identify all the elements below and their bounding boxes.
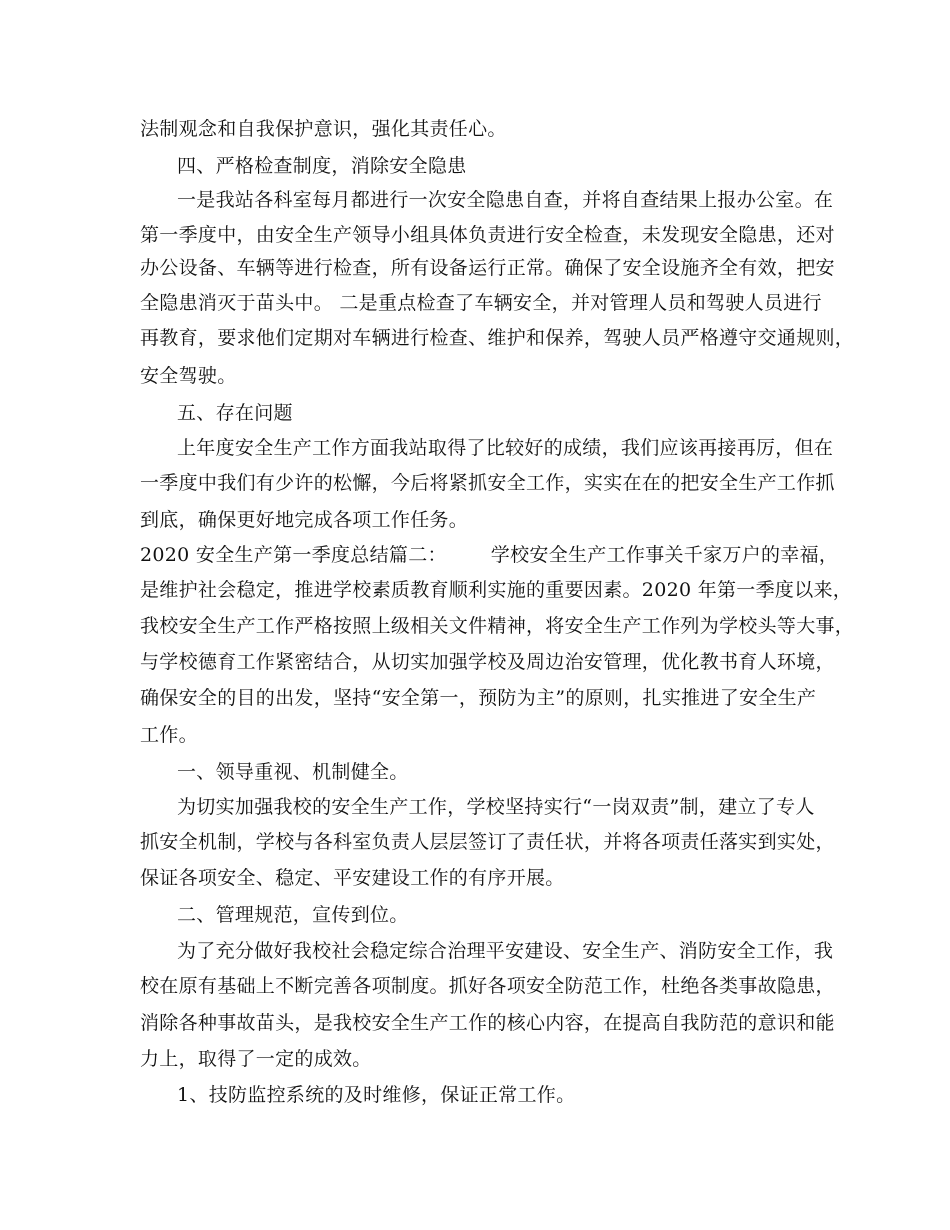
list-item: 1、技防监控系统的及时维修，保证正常工作。: [177, 1084, 576, 1106]
paragraph-line: 我校安全生产工作严格按照上级相关文件精神，将安全生产工作列为学校头等大事，: [140, 615, 855, 637]
paragraph-line: 是维护社会稳定，推进学校素质教育顺利实施的重要因素。2020 年第一季度以来，: [140, 579, 853, 601]
paragraph-line: 第一季度中，由安全生产领导小组具体负责进行安全检查，未发现安全隐患，还对: [140, 224, 835, 246]
paragraph-line: 保证各项安全、稳定、平安建设工作的有序开展。: [140, 867, 565, 889]
paragraph-line: 确保安全的目的出发，坚持“安全第一，预防为主”的原则，扎实推进了安全生产: [140, 687, 817, 709]
paragraph-line: 为了充分做好我校社会稳定综合治理平安建设、安全生产、消防安全工作，我: [177, 940, 834, 962]
paragraph-line: 一是我站各科室每月都进行一次安全隐患自查，并将自查结果上报办公室。在: [177, 189, 834, 211]
paragraph-line: 上年度安全生产工作方面我站取得了比较好的成绩，我们应该再接再厉，但在: [177, 437, 834, 459]
section-heading: 四、严格检查制度，消除安全隐患: [177, 155, 467, 177]
paragraph-line: 安全驾驶。: [140, 365, 237, 387]
article-title: 2020 安全生产第一季度总结篇二：: [140, 544, 447, 566]
paragraph-lead: 学校安全生产工作事关千家万户的幸福，: [490, 544, 839, 566]
paragraph-line: 法制观念和自我保护意识，强化其责任心。: [140, 118, 507, 140]
paragraph-line: 办公设备、车辆等进行检查，所有设备运行正常。确保了安全设施齐全有效，把安: [140, 257, 835, 279]
section-heading: 二、管理规范，宣传到位。: [177, 904, 409, 926]
paragraph-line: 再教育，要求他们定期对车辆进行检查、维护和保养，驾驶人员严格遵守交通规则，: [140, 327, 855, 349]
paragraph-line: 校在原有基础上不断完善各项制度。抓好各项安全防范工作，杜绝各类事故隐患，: [140, 975, 835, 997]
paragraph-line: 到底，确保更好地完成各项工作任务。: [140, 509, 469, 531]
paragraph-line: 消除各种事故苗头，是我校安全生产工作的核心内容，在提高自我防范的意识和能: [140, 1012, 835, 1034]
paragraph-line: 一季度中我们有少许的松懈，今后将紧抓安全工作，实实在在的把安全生产工作抓: [140, 472, 835, 494]
paragraph-line: 与学校德育工作紧密结合，从切实加强学校及周边治安管理，优化教书育人环境，: [140, 651, 835, 673]
paragraph-line: 工作。: [140, 724, 198, 746]
paragraph-line: 抓安全机制，学校与各科室负责人层层签订了责任状，并将各项责任落实到实处，: [140, 831, 835, 853]
article-title-line: [140, 543, 838, 567]
paragraph-line: 全隐患消灭于苗头中。 二是重点检查了车辆安全，并对管理人员和驾驶人员进行: [140, 292, 822, 314]
section-heading: 一、领导重视、机制健全。: [177, 761, 409, 783]
section-heading: 五、存在问题: [177, 402, 293, 424]
paragraph-line: 为切实加强我校的安全生产工作，学校坚持实行“一岗双责”制，建立了专人: [177, 796, 815, 818]
paragraph-line: 力上，取得了一定的成效。: [140, 1048, 372, 1070]
